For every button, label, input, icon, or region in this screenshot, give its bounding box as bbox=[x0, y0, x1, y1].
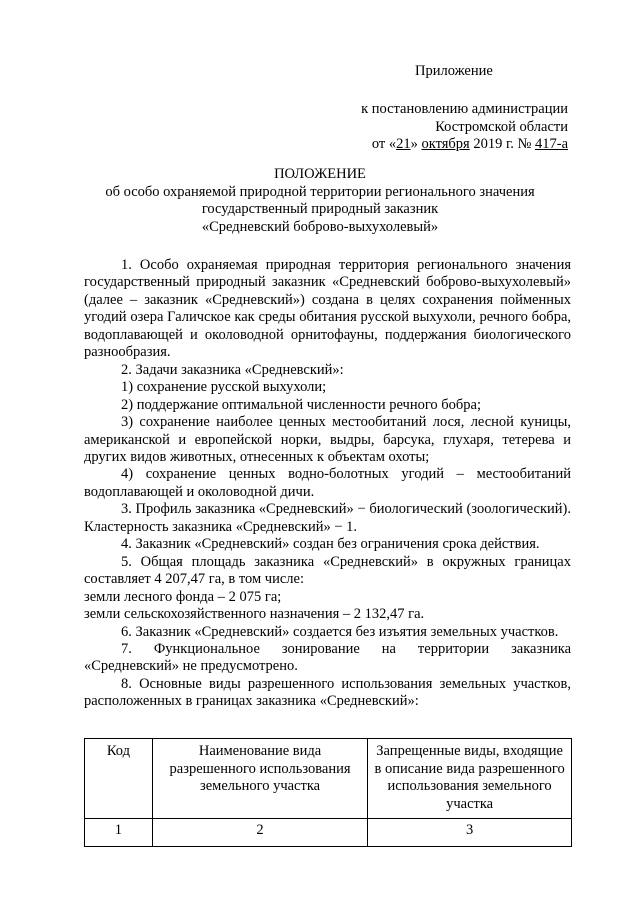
paragraph: 4. Заказник «Средневский» создан без ограничения срока действия. bbox=[121, 536, 540, 553]
header-cell-use-name: Наименование вида разрешенного использования земельного участка bbox=[152, 739, 367, 819]
approval-line: Костромской области bbox=[435, 118, 568, 135]
paragraph: 8. Основные виды разрешенного использования земельных участков, расположенных в границах заказника «Средневский»: bbox=[84, 675, 571, 710]
approval-line: к постановлению администрации bbox=[361, 101, 568, 117]
date-prefix: от « bbox=[371, 136, 397, 152]
header-cell-prohibited: Запрещенные виды, входящие в описание вида разрешенного использования земельного участка bbox=[368, 739, 572, 819]
paragraph: земли сельскохозяйственного назначения – 2 132,47 га. bbox=[84, 606, 425, 623]
paragraph: 3) сохранение наиболее ценных местообитаний лося, лесной куницы, американской и европейской норки, выдры, барсука, глухаря, тетерева и других видов животных, отнесенных к объектам охоты; bbox=[84, 414, 571, 465]
paragraph: 3. Профиль заказника «Средневский» − биологический (зоологический). Кластерность заказника «Средневский» − 1. bbox=[84, 501, 571, 535]
table-header-row bbox=[85, 739, 572, 819]
date-year: 2019 г. № bbox=[469, 136, 535, 152]
title-line: ПОЛОЖЕНИЕ bbox=[274, 166, 366, 182]
decree-number: 417-а bbox=[534, 136, 568, 152]
date-day: 21 bbox=[396, 136, 411, 152]
table-cell: 1 bbox=[85, 819, 153, 847]
title-line: государственный природный заказник bbox=[201, 201, 439, 217]
table-row bbox=[85, 819, 572, 847]
paragraph: 6. Заказник «Средневский» создается без изъятия земельных участков. bbox=[121, 623, 559, 640]
date-month: октября bbox=[421, 136, 470, 152]
paragraph: 7. Функциональное зонирование на территории заказника «Средневский» не предусмотрено. bbox=[84, 640, 571, 675]
paragraph: 4) сохранение ценных водно-болотных угодий – местообитаний водоплавающей и околоводной дичи. bbox=[84, 466, 571, 500]
document-title bbox=[70, 166, 570, 236]
paragraph: земли лесного фонда – 2 075 га; bbox=[84, 588, 282, 605]
document-body bbox=[84, 257, 571, 711]
table-cell: 3 bbox=[368, 819, 572, 847]
appendix-label: Приложение bbox=[415, 63, 493, 79]
header-cell-code: Код bbox=[85, 739, 153, 819]
date-mid: » bbox=[410, 136, 422, 152]
approval-date-line bbox=[300, 136, 568, 154]
paragraph: 2) поддержание оптимальной численности речного бобра; bbox=[121, 396, 482, 413]
title-line: «Средневский боброво-выхухолевый» bbox=[201, 218, 439, 235]
table-cell: 2 bbox=[152, 819, 367, 847]
title-line: об особо охраняемой природной территории регионального значения bbox=[105, 183, 535, 200]
paragraph: 1. Особо охраняемая природная территория регионального значения государственный природный заказник «Средневский боброво-выхухолевый» (далее – заказник «Средневский») создана в целях сохранения пойменных угодий озера Галичское как среды обитания русской выхухоли, речного бобра, водоплавающей и околоводной орнитофауны, поддержания биологического разнообразия. bbox=[84, 257, 571, 361]
approval-block bbox=[300, 101, 568, 154]
paragraph: 5. Общая площадь заказника «Средневский» в окружных границах составляет 4 207,47 га, в том числе: bbox=[84, 553, 571, 588]
paragraph: 1) сохранение русской выхухоли; bbox=[121, 379, 327, 396]
land-use-table bbox=[84, 738, 572, 847]
paragraph: 2. Задачи заказника «Средневский»: bbox=[121, 361, 344, 378]
